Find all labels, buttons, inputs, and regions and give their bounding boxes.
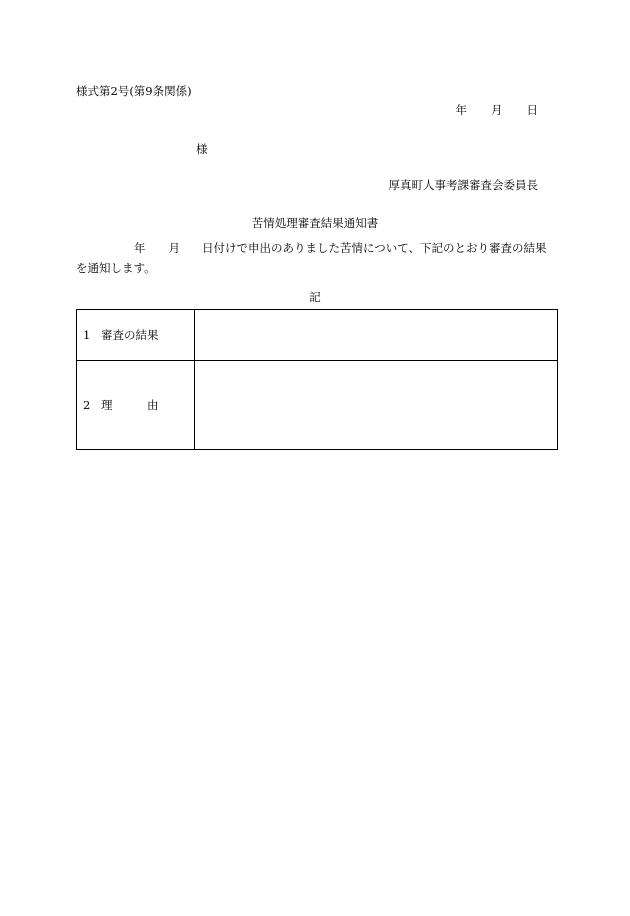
reason-value-cell (195, 361, 558, 450)
date-day: 日 (526, 103, 538, 117)
row-number: 1 (83, 328, 91, 342)
row-number: 2 (83, 398, 91, 412)
body-month: 月 (168, 241, 180, 255)
reason-label-cell (77, 361, 195, 450)
result-value-cell (195, 310, 558, 361)
sender-name: 厚真町人事考課審査会委員長 (388, 178, 538, 192)
table-row-reason (77, 361, 558, 450)
date-month: 月 (491, 103, 503, 117)
result-label-cell (77, 310, 195, 361)
result-table (76, 309, 558, 450)
reason-label-b: 由 (147, 398, 159, 412)
reason-label-a: 理 (101, 398, 113, 412)
table-row-result (77, 310, 558, 361)
document-title: 苦情処理審査結果通知書 (251, 216, 379, 230)
date-year: 年 (455, 103, 467, 117)
date-line (456, 105, 539, 117)
body-text (76, 238, 558, 278)
form-number: 様式第2号(第9条関係) (76, 84, 192, 98)
body-sentence: 日付けで申出のありました苦情について、下記のとおり審査の結果を通知します。 (76, 241, 547, 275)
result-label: 審査の結果 (101, 328, 159, 342)
body-year: 年 (134, 241, 146, 255)
ki-heading: 記 (309, 290, 321, 304)
addressee-suffix: 様 (196, 142, 208, 156)
